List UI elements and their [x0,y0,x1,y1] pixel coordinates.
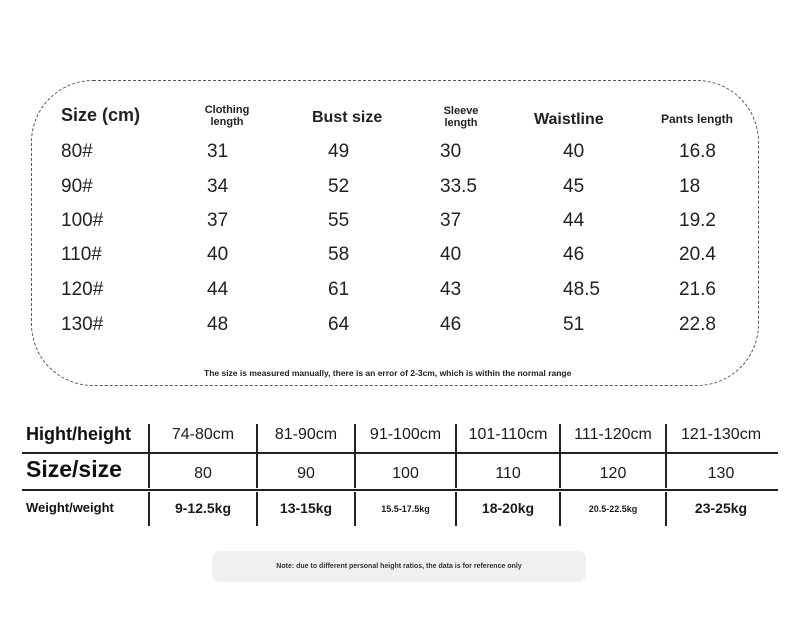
cell-bust: 64 [328,314,350,335]
size-cell: 100 [392,465,419,482]
weight-cell: 23-25kg [694,500,748,516]
cell-waistline: 45 [563,176,585,197]
cell-waistline: 51 [563,314,585,335]
height-row-label: Hight/height [26,424,131,444]
reference-footnote-text: Note: due to different personal height ratios, the data is for reference only [276,563,522,570]
cell-size: 130# [61,314,104,335]
cell-bust: 61 [328,279,350,300]
cell-sleeve-length: 43 [440,279,462,300]
header-sleeve-length [436,105,486,129]
rule-below-size [22,489,778,491]
cell-bust: 49 [328,141,350,162]
cell-size: 100# [61,210,104,231]
cell-clothing-length: 40 [207,244,229,265]
height-cell: 111-120cm [574,426,652,443]
size-cell: 110 [495,465,521,482]
cell-sleeve-length: 30 [440,141,462,162]
cell-pants-length: 20.4 [679,244,716,265]
header-size: Size (cm) [61,105,141,125]
weight-cell: 9-12.5kg [174,500,232,516]
weight-cell: 15.5-17.5kg [381,504,430,514]
cell-waistline: 44 [563,210,585,231]
cell-clothing-length: 48 [207,314,229,335]
size-row-label: Size/size [26,456,122,482]
cell-size: 120# [61,279,104,300]
header-clothing-length-line1: Clothing [204,104,250,116]
size-cell: 130 [707,465,735,482]
weight-cell: 13-15kg [279,500,333,516]
height-cell: 121-130cm [680,426,762,443]
cell-clothing-length: 31 [207,141,229,162]
header-clothing-length-line2: length [210,116,244,128]
header-bust-size: Bust size [312,109,383,126]
size-cell: 80 [194,465,212,482]
cell-waistline: 46 [563,244,585,265]
cell-size: 90# [61,176,93,197]
cell-bust: 55 [328,210,350,231]
cell-pants-length: 21.6 [679,279,716,300]
cell-clothing-length: 34 [207,176,229,197]
size-cell: 90 [297,465,315,482]
cell-pants-length: 18 [679,176,701,197]
weight-cell: 18-20kg [481,500,535,516]
cell-size: 110# [61,244,102,265]
measurement-note: The size is measured manually, there is an error of 2-3cm, which is within the normal range [204,368,572,378]
cell-clothing-length: 44 [207,279,229,300]
height-cell: 91-100cm [369,426,442,443]
weight-row-label: Weight/weight [26,500,114,515]
size-chart-frame [31,80,759,386]
weight-cell: 20.5-22.5kg [588,504,638,514]
size-cell: 120 [599,465,627,482]
cell-bust: 52 [328,176,350,197]
cell-size: 80# [61,141,93,162]
height-cell: 101-110cm [468,426,548,443]
height-cell: 74-80cm [171,426,235,443]
cell-sleeve-length: 33.5 [440,176,477,197]
cell-sleeve-length: 40 [440,244,462,265]
cell-bust: 58 [328,244,350,265]
cell-pants-length: 22.8 [679,314,716,335]
header-sleeve-length-line1: Sleeve [443,105,479,117]
header-pants-length: Pants length [661,112,734,126]
cell-sleeve-length: 46 [440,314,462,335]
reference-footnote [212,551,586,582]
cell-pants-length: 16.8 [679,141,716,162]
header-waistline: Waistline [534,111,604,128]
cell-waistline: 40 [563,141,585,162]
cell-clothing-length: 37 [207,210,229,231]
cell-pants-length: 19.2 [679,210,716,231]
cell-waistline: 48.5 [563,279,600,300]
cell-sleeve-length: 37 [440,210,462,231]
header-sleeve-length-line2: length [444,117,478,129]
height-cell: 81-90cm [274,426,338,443]
header-clothing-length [200,104,254,128]
